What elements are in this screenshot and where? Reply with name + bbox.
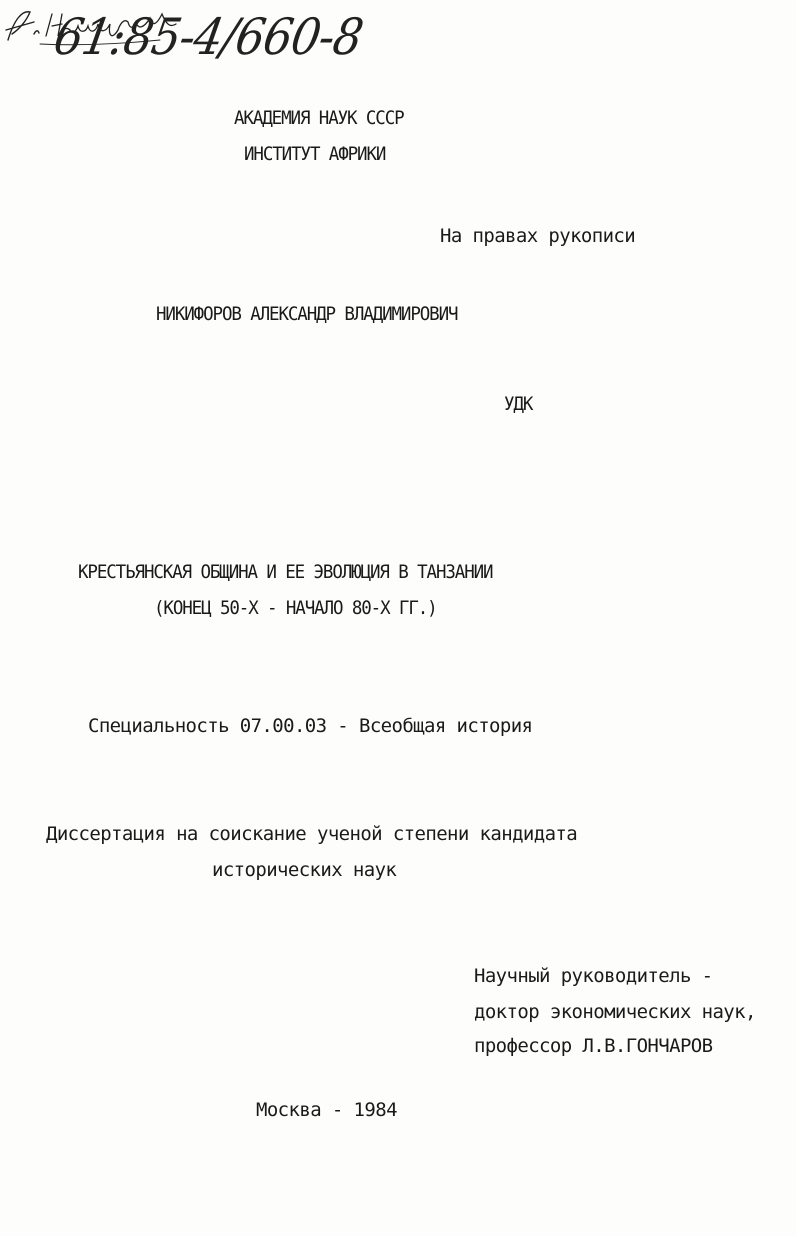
specialty-line: Специальность 07.00.03 - Всеобщая история xyxy=(88,715,533,737)
udc-label: УДК xyxy=(504,393,533,415)
degree-line-2: исторических наук xyxy=(212,859,397,881)
institution-line-1: АКАДЕМИЯ НАУК СССР xyxy=(234,107,404,129)
archive-number-handwritten: 61:85-4/660-8 xyxy=(49,8,367,66)
degree-line-1: Диссертация на соискание ученой степени кандидата xyxy=(46,823,578,845)
dissertation-title-line-1: КРЕСТЬЯНСКАЯ ОБЩИНА И ЕЕ ЭВОЛЮЦИЯ В ТАНЗАНИИ xyxy=(78,561,493,583)
author-name: НИКИФОРОВ АЛЕКСАНДР ВЛАДИМИРОВИЧ xyxy=(156,303,458,325)
dissertation-title-line-2: (КОНЕЦ 50-Х - НАЧАЛО 80-Х ГГ.) xyxy=(154,597,437,619)
manuscript-note: На правах рукописи xyxy=(440,225,636,247)
supervisor-line-2: доктор экономических наук, xyxy=(474,1001,756,1023)
place-and-year: Москва - 1984 xyxy=(256,1099,397,1121)
institution-line-2: ИНСТИТУТ АФРИКИ xyxy=(244,143,386,165)
supervisor-line-1: Научный руководитель - xyxy=(474,965,713,987)
supervisor-line-3: профессор Л.В.ГОНЧАРОВ xyxy=(474,1035,713,1057)
